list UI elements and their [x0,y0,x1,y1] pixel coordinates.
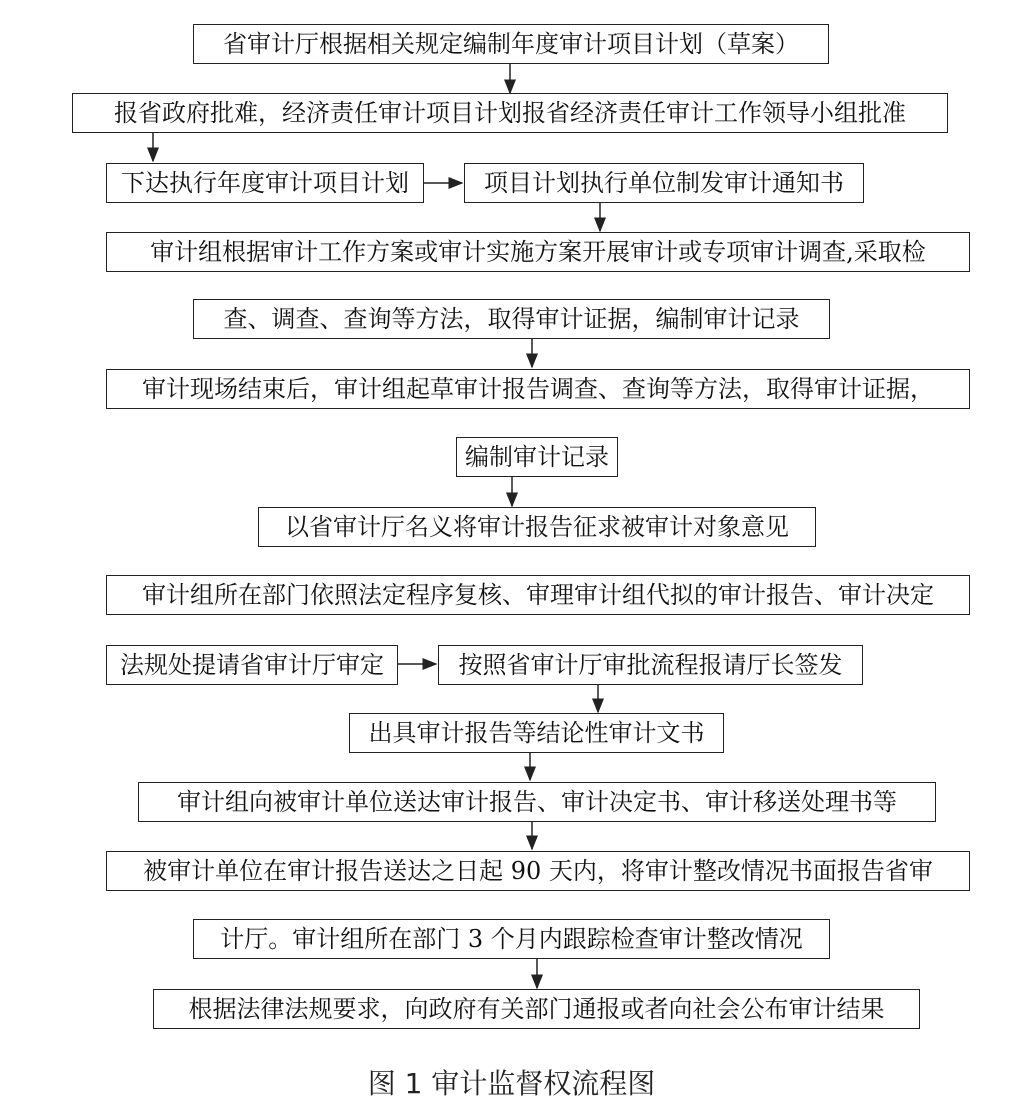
flow-step-14: 审计组向被审计单位送达审计报告、审计决定书、审计移送处理书等 [138,782,936,822]
flow-step-12: 按照省审计厅审批流程报请厅长签发 [438,645,863,685]
figure-caption: 图 1 审计监督权流程图 [367,1067,656,1100]
flow-step-5: 审计组根据审计工作方案或审计实施方案开展审计或专项审计调查,采取检 [106,232,970,272]
flow-step-4: 项目计划执行单位制发审计通知书 [464,163,864,203]
flow-step-16: 计厅。审计组所在部门 3 个月内跟踪检查审计整改情况 [193,919,830,959]
flow-step-8: 编制审计记录 [456,437,618,477]
flow-step-10: 审计组所在部门依照法定程序复核、审理审计组代拟的审计报告、审计决定 [106,575,970,615]
flow-step-11: 法规处提请省审计厅审定 [106,645,398,685]
flow-step-3: 下达执行年度审计项目计划 [106,163,424,203]
flow-step-15: 被审计单位在审计报告送达之日起 90 天内，将审计整改情况书面报告省审 [106,851,970,891]
flow-step-2: 报省政府批难，经济责任审计项目计划报省经济责任审计工作领导小组批准 [72,93,948,133]
flow-step-13: 出具审计报告等结论性审计文书 [349,713,724,753]
flow-step-6: 查、调查、查询等方法，取得审计证据，编制审计记录 [193,299,830,339]
flow-step-17: 根据法律法规要求，向政府有关部门通报或者向社会公布审计结果 [153,989,920,1029]
flow-step-9: 以省审计厅名义将审计报告征求被审计对象意见 [258,507,816,547]
flow-step-7: 审计现场结束后，审计组起草审计报告调查、查询等方法，取得审计证据， [106,369,970,409]
flow-step-1: 省审计厅根据相关规定编制年度审计项目计划（草案） [193,24,829,64]
